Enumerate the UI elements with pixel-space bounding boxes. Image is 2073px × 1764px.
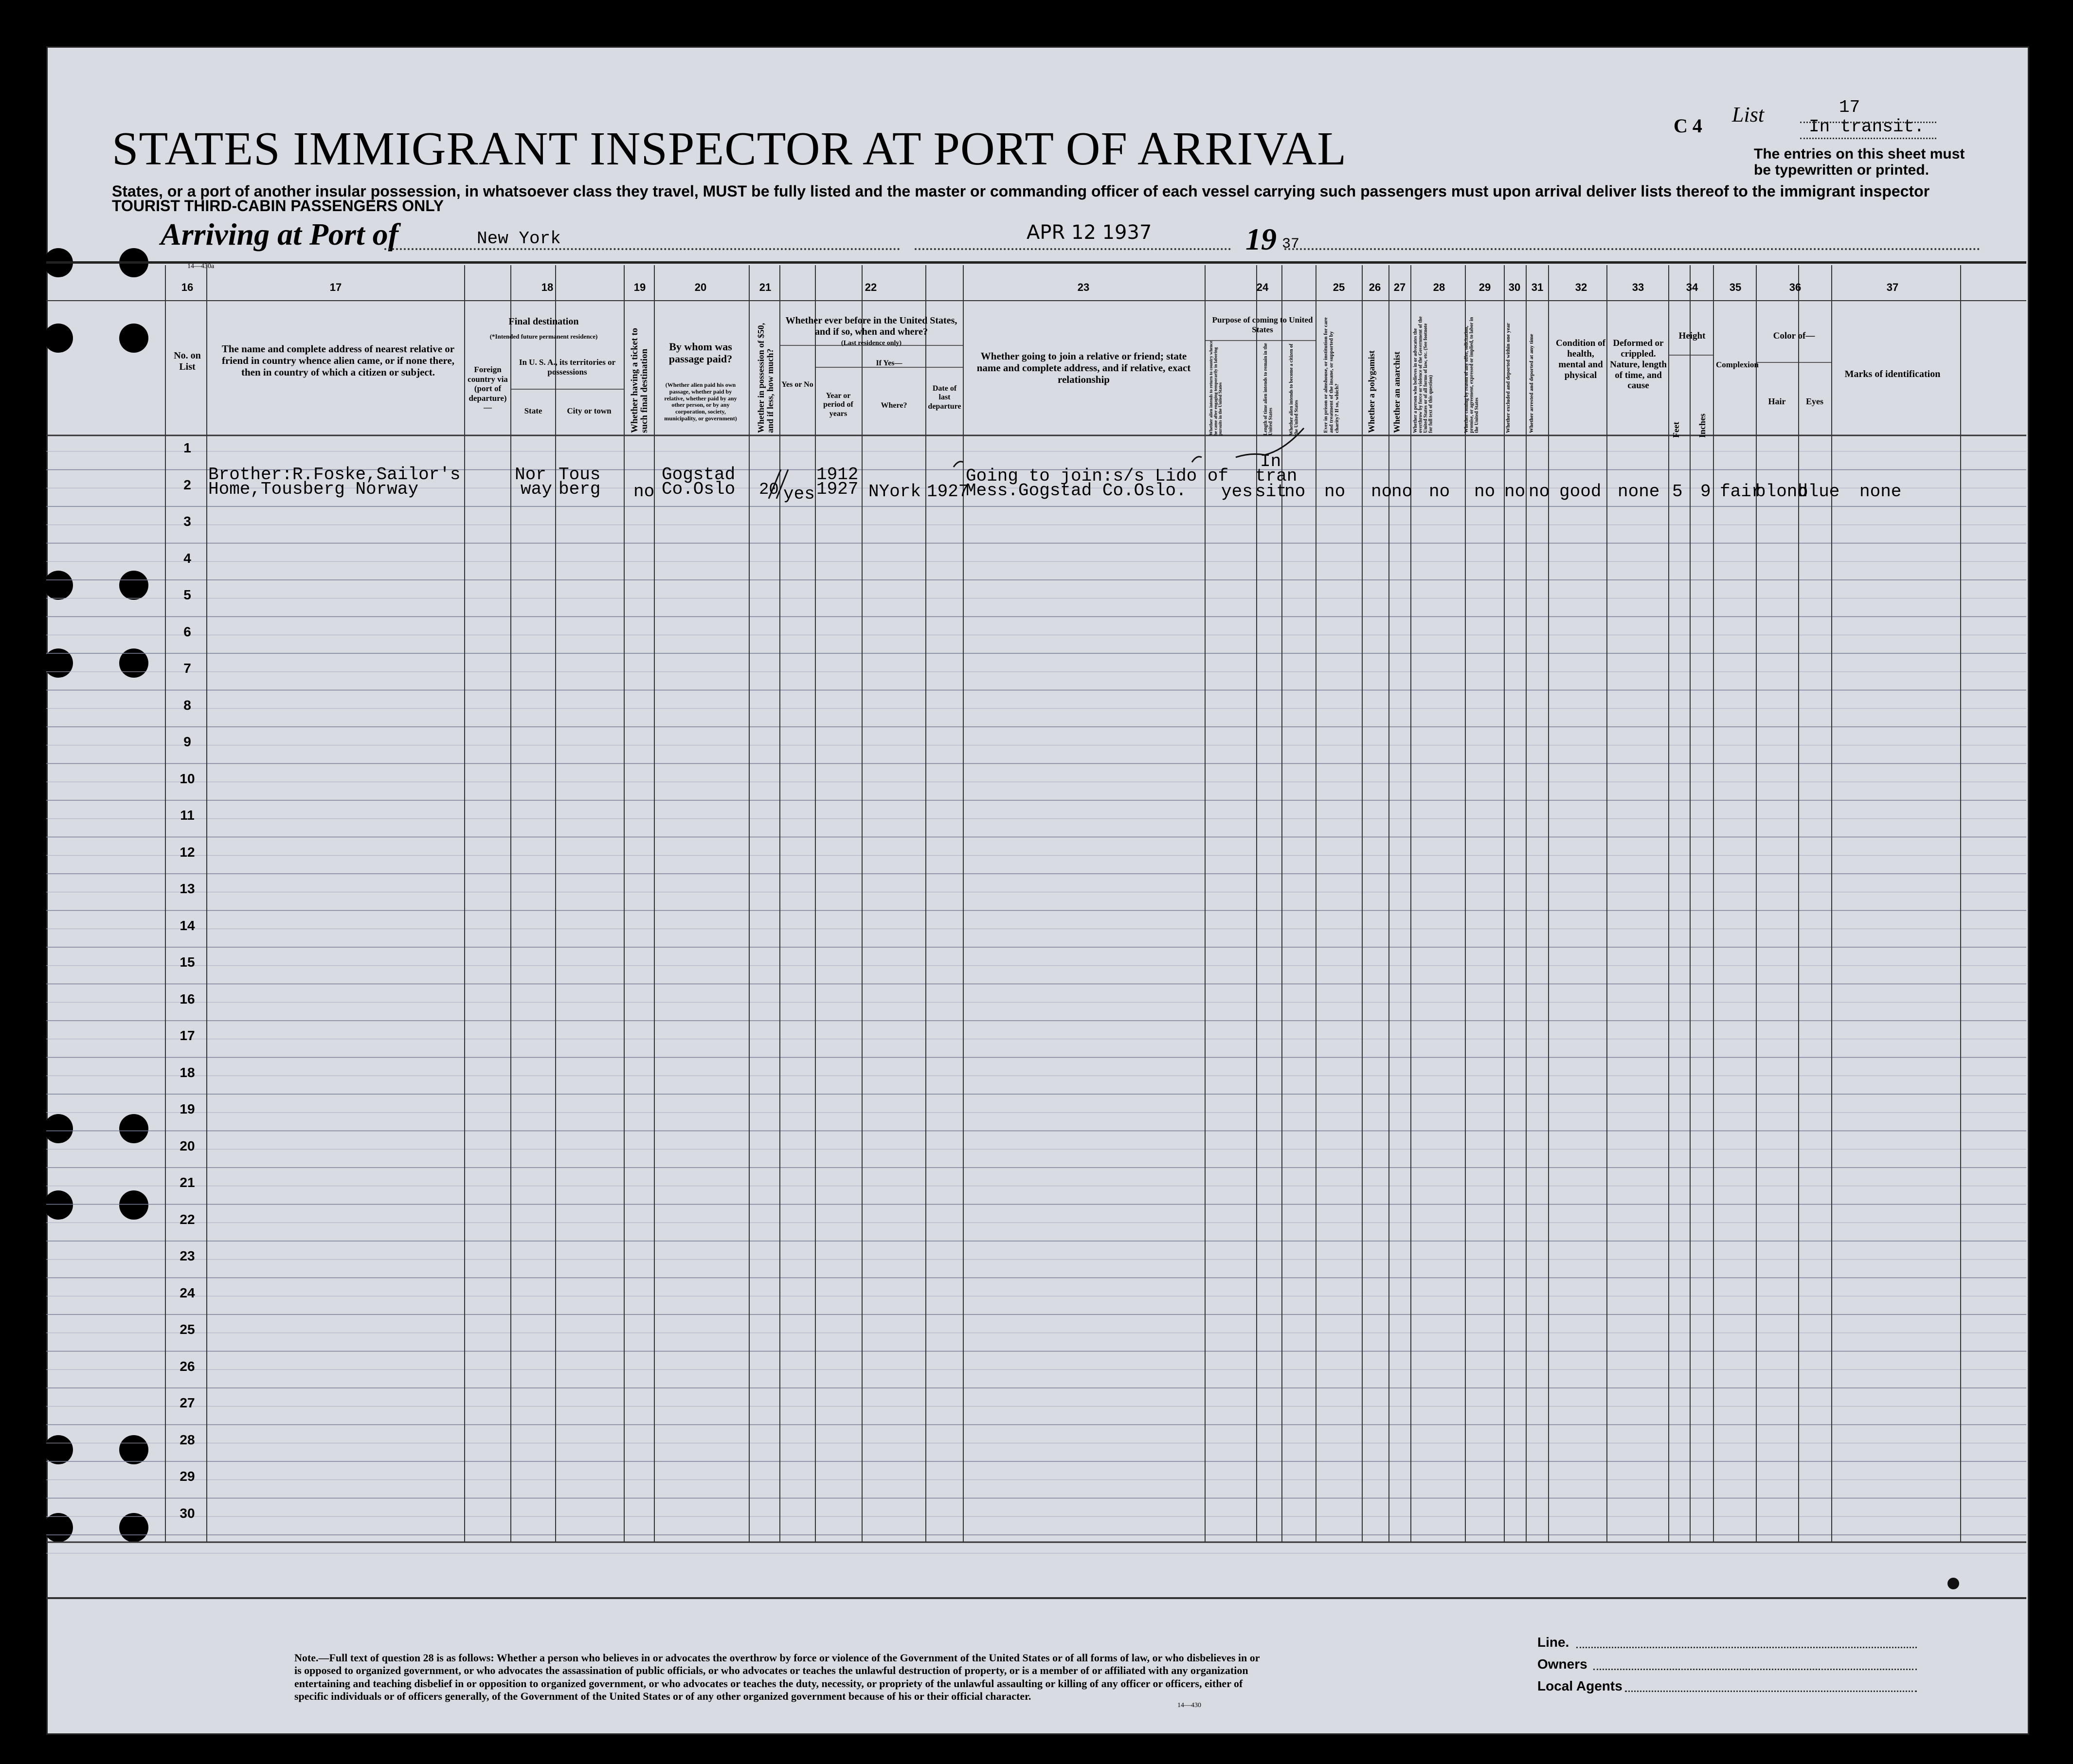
header-city: City or town xyxy=(567,406,612,415)
height-inches: 9 xyxy=(1700,482,1711,502)
height-feet: 5 xyxy=(1672,482,1683,502)
header-health: Condition of health, mental and physical xyxy=(1556,338,1605,380)
header-usa: In U. S. A., its territories or possessions xyxy=(519,358,616,377)
col-num-22: 22 xyxy=(865,281,877,293)
header-passage-paid-note: (Whether alien paid his own passage, whether paid by relative, whether paid by any other person, or by any corporation, society, municipality, or government) xyxy=(664,381,737,422)
last-departure: 1927 xyxy=(927,482,969,502)
passage-paid-by: Co.Oslo xyxy=(662,479,736,499)
row-number: 22 xyxy=(180,1211,195,1227)
row-number: 29 xyxy=(180,1469,195,1484)
row-number: 30 xyxy=(180,1505,195,1521)
row-number: 18 xyxy=(180,1064,195,1080)
header-where: Where? xyxy=(881,401,907,410)
col-num-34: 34 xyxy=(1686,281,1698,293)
header-anarchist: Whether an anarchist xyxy=(1392,351,1402,433)
row-number: 12 xyxy=(180,844,195,860)
health: good xyxy=(1559,482,1602,502)
prison: no xyxy=(1324,482,1346,502)
header-join-relative: Whether going to join a relative or friend; state name and complete address, and if relative, exact relationship xyxy=(976,350,1191,386)
row-number: 26 xyxy=(180,1358,195,1374)
col-num-18: 18 xyxy=(541,281,554,293)
ticket: no xyxy=(633,482,655,502)
col-num-20: 20 xyxy=(694,281,707,293)
col-num-25: 25 xyxy=(1333,281,1345,293)
col-num-37: 37 xyxy=(1886,281,1899,293)
col-num-16: 16 xyxy=(181,281,194,293)
money-amount: 20 xyxy=(759,481,779,499)
passage-paid-by: Gogstad xyxy=(662,465,736,485)
anarchist: no xyxy=(1391,482,1413,502)
col-num-23: 23 xyxy=(1077,281,1090,293)
col-num-29: 29 xyxy=(1478,281,1491,293)
header-purpose-length: Length of time alien intends to remain in the United States xyxy=(1263,343,1274,435)
row-number: 19 xyxy=(180,1101,195,1116)
row-number: 5 xyxy=(183,587,191,602)
relative-address: Brother:R.Foske,Sailor's xyxy=(208,465,461,485)
hair-color: blond xyxy=(1755,482,1808,502)
header-q29: Whether coming by reason of any offer, solicitation, promise, or agreement, expressed or implied, to labor in the United States xyxy=(1464,317,1479,433)
form-number: 14—430a xyxy=(187,263,215,270)
row-number: 17 xyxy=(180,1028,195,1043)
col-num-28: 28 xyxy=(1433,281,1445,293)
header-q31: Whether arrested and deported at any time xyxy=(1529,334,1534,433)
header-yes-no: Yes or No xyxy=(781,380,813,389)
header-relative-address: The name and complete address of nearest relative or friend in country whence alien came, or if none there, then in country of which a citizen or subject. xyxy=(221,343,455,378)
years: 1912 xyxy=(816,465,859,485)
row-number: 2 xyxy=(183,477,191,492)
header-color: Color of— xyxy=(1773,331,1815,341)
header-purpose: Purpose of coming to United States xyxy=(1212,315,1313,334)
col-num-36: 36 xyxy=(1789,281,1802,293)
header-polygamist: Whether a polygamist xyxy=(1367,350,1376,433)
row-number: 8 xyxy=(183,697,191,713)
date-stamp: APR 12 1937 xyxy=(1027,221,1152,244)
row-number: 25 xyxy=(180,1322,195,1337)
row-number: 7 xyxy=(183,661,191,676)
header-inches: Inches xyxy=(1697,413,1707,438)
page-title: STATES IMMIGRANT INSPECTOR AT PORT OF ARRIVAL xyxy=(112,123,1347,175)
footnote-q28: Note.—Full text of question 28 is as follows: Whether a person who believes in or advocates the overthrow by force or violence of the Government of the United States or of all forms of law, or who disbelieves in or is opposed to organized government, or who advocates the assassination of public officials, or who advocates or teaches the unlawful destruction of property, or is a member of or affiliated with any organization entertaining and teaching disbelief in or opposition to organized government, or who advocates or teaches the duty, necessity, or propriety of the unlawful assaulting or killing of any officer or officers, either of specific individuals or of officers generally, of the Government of the United States or of any other organized government because of his or their official character. xyxy=(294,1652,1260,1703)
identification-marks: none xyxy=(1859,482,1902,502)
header-feet: Feet xyxy=(1671,422,1681,438)
header-money: Whether in possession of $50, and if less, how much? xyxy=(756,323,775,433)
col-num-26: 26 xyxy=(1369,281,1381,293)
col-num-24: 24 xyxy=(1256,281,1269,293)
col-num-19: 19 xyxy=(633,281,646,293)
col-num-17: 17 xyxy=(329,281,342,293)
header-ticket: Whether having a ticket to such final destination xyxy=(630,327,649,433)
row-number: 24 xyxy=(180,1285,195,1300)
header-height: Height xyxy=(1678,331,1706,341)
col-num-35: 35 xyxy=(1729,281,1742,293)
owners-label: Owners xyxy=(1537,1656,1587,1672)
city-town: berg xyxy=(559,479,601,499)
header-if-yes: If Yes— xyxy=(876,359,902,367)
row-number: 27 xyxy=(180,1395,195,1410)
eye-color: blue xyxy=(1798,482,1840,502)
header-q28: Whether a person who believes in or advocates the overthrow by force or violence of the Government of the United States or of all forms of law, etc. (See footnote for full text of this question) xyxy=(1413,316,1434,433)
deformed: none xyxy=(1618,482,1660,502)
row-number: 23 xyxy=(180,1248,195,1263)
line-label: Line. xyxy=(1537,1635,1569,1650)
in-transit-note: In transit. xyxy=(1809,117,1925,137)
join-relative: Going to join:s/s Lido of xyxy=(966,466,1229,486)
row-number: 4 xyxy=(183,550,191,566)
citizen-intent: no xyxy=(1284,482,1306,502)
arriving-label: Arriving at Port of xyxy=(161,217,398,252)
header-state: State xyxy=(524,406,542,415)
header-final-destination-note: (*Intended future permanent residence) xyxy=(489,333,598,340)
list-label: List xyxy=(1732,103,1765,126)
col-num-21: 21 xyxy=(759,281,772,293)
foreign-country: way xyxy=(521,479,552,499)
length-stay: sit xyxy=(1255,482,1287,502)
header-complexion: Complexion xyxy=(1716,360,1759,369)
local-agents-label: Local Agents xyxy=(1537,1678,1622,1693)
passenger-class: TOURIST THIRD-CABIN PASSENGERS ONLY xyxy=(112,197,444,215)
row-number: 10 xyxy=(180,771,195,786)
header-before-in-us-note: (Last residence only) xyxy=(841,340,902,347)
header-purpose-return: Whether alien intends to return to country whence he came after engaging temporarily in laboring pursuits in the United States xyxy=(1208,341,1223,435)
header-eyes: Eyes xyxy=(1806,396,1823,406)
length-stay: In xyxy=(1260,451,1281,471)
header-marks: Marks of identification xyxy=(1844,369,1941,379)
join-relative: Mess.Gogstad Co.Oslo. xyxy=(966,481,1187,501)
q31: no xyxy=(1529,482,1550,502)
header-before-in-us: Whether ever before in the United States, and if so, when and where? xyxy=(785,315,957,337)
row-number: 20 xyxy=(180,1138,195,1153)
row-number: 6 xyxy=(183,624,191,639)
header-year: Year or period of years xyxy=(823,392,853,418)
header-subtitle: States, or a port of another insular possession, in whatsoever class they travel, MUST be fully listed and the master or commanding officer of each vessel carrying such passengers must upon arrival deliver lists thereof to the immigrant inspector xyxy=(112,182,1930,200)
col-num-27: 27 xyxy=(1393,281,1406,293)
header-hair: Hair xyxy=(1768,396,1786,406)
row-number: 28 xyxy=(180,1432,195,1447)
row-number: 16 xyxy=(180,991,195,1007)
before-in-us: yes xyxy=(783,484,815,504)
row-number: 21 xyxy=(180,1175,195,1190)
list-number: 17 xyxy=(1839,97,1860,117)
year-prefix: 19 xyxy=(1245,222,1277,256)
header-foreign-country: Foreign country via (port of departure)— xyxy=(468,365,508,413)
col-num-31: 31 xyxy=(1531,281,1544,293)
col-num-33: 33 xyxy=(1632,281,1644,293)
col-num-30: 30 xyxy=(1508,281,1521,293)
row-number: 1 xyxy=(183,440,191,455)
q28: no xyxy=(1429,482,1450,502)
foreign-country: Nor xyxy=(515,465,546,485)
complexion: fair xyxy=(1720,482,1762,502)
q29: no xyxy=(1474,482,1496,502)
length-stay: tran xyxy=(1255,466,1298,486)
row-number: 13 xyxy=(180,881,195,896)
years: 1927 xyxy=(816,479,859,499)
polygamist: no xyxy=(1371,482,1392,502)
header-final-destination: Final destination xyxy=(508,316,579,327)
row-number: 15 xyxy=(180,954,195,970)
year-suffix: 37 xyxy=(1282,236,1300,252)
return-intent: yes xyxy=(1221,482,1253,502)
footer-form-number: 14—430 xyxy=(1177,1702,1201,1709)
header-prison: Ever in prison or almshouse, or institution for care and treatment of the insane, or supported by charity? If so, which? xyxy=(1323,317,1340,433)
header-last-departure: Date of last departure xyxy=(928,384,961,411)
header-deformed: Deformed or crippled. Nature, length of time, and cause xyxy=(1610,338,1667,391)
row-number: 3 xyxy=(183,514,191,529)
header-purpose-citizen: Whether alien intends to become a citizen of the United States xyxy=(1289,343,1299,435)
header-no-on-list: No. on List xyxy=(174,350,201,372)
relative-address: Home,Tousberg Norway xyxy=(208,479,419,499)
corner-mark: C 4 xyxy=(1674,115,1702,137)
where: NYork xyxy=(868,482,921,502)
header-q30: Whether excluded and deported within one year xyxy=(1505,323,1511,433)
entries-note: The entries on this sheet must xyxy=(1754,146,1965,162)
row-number: 14 xyxy=(180,918,195,933)
port-name: New York xyxy=(477,229,561,249)
header-passage-paid: By whom was passage paid? xyxy=(668,341,733,365)
q30: no xyxy=(1504,482,1526,502)
row-number: 9 xyxy=(183,734,191,749)
city-town: Tous xyxy=(559,465,601,485)
row-number: 11 xyxy=(180,808,195,823)
entries-note: be typewritten or printed. xyxy=(1754,162,1929,178)
col-num-32: 32 xyxy=(1575,281,1587,293)
